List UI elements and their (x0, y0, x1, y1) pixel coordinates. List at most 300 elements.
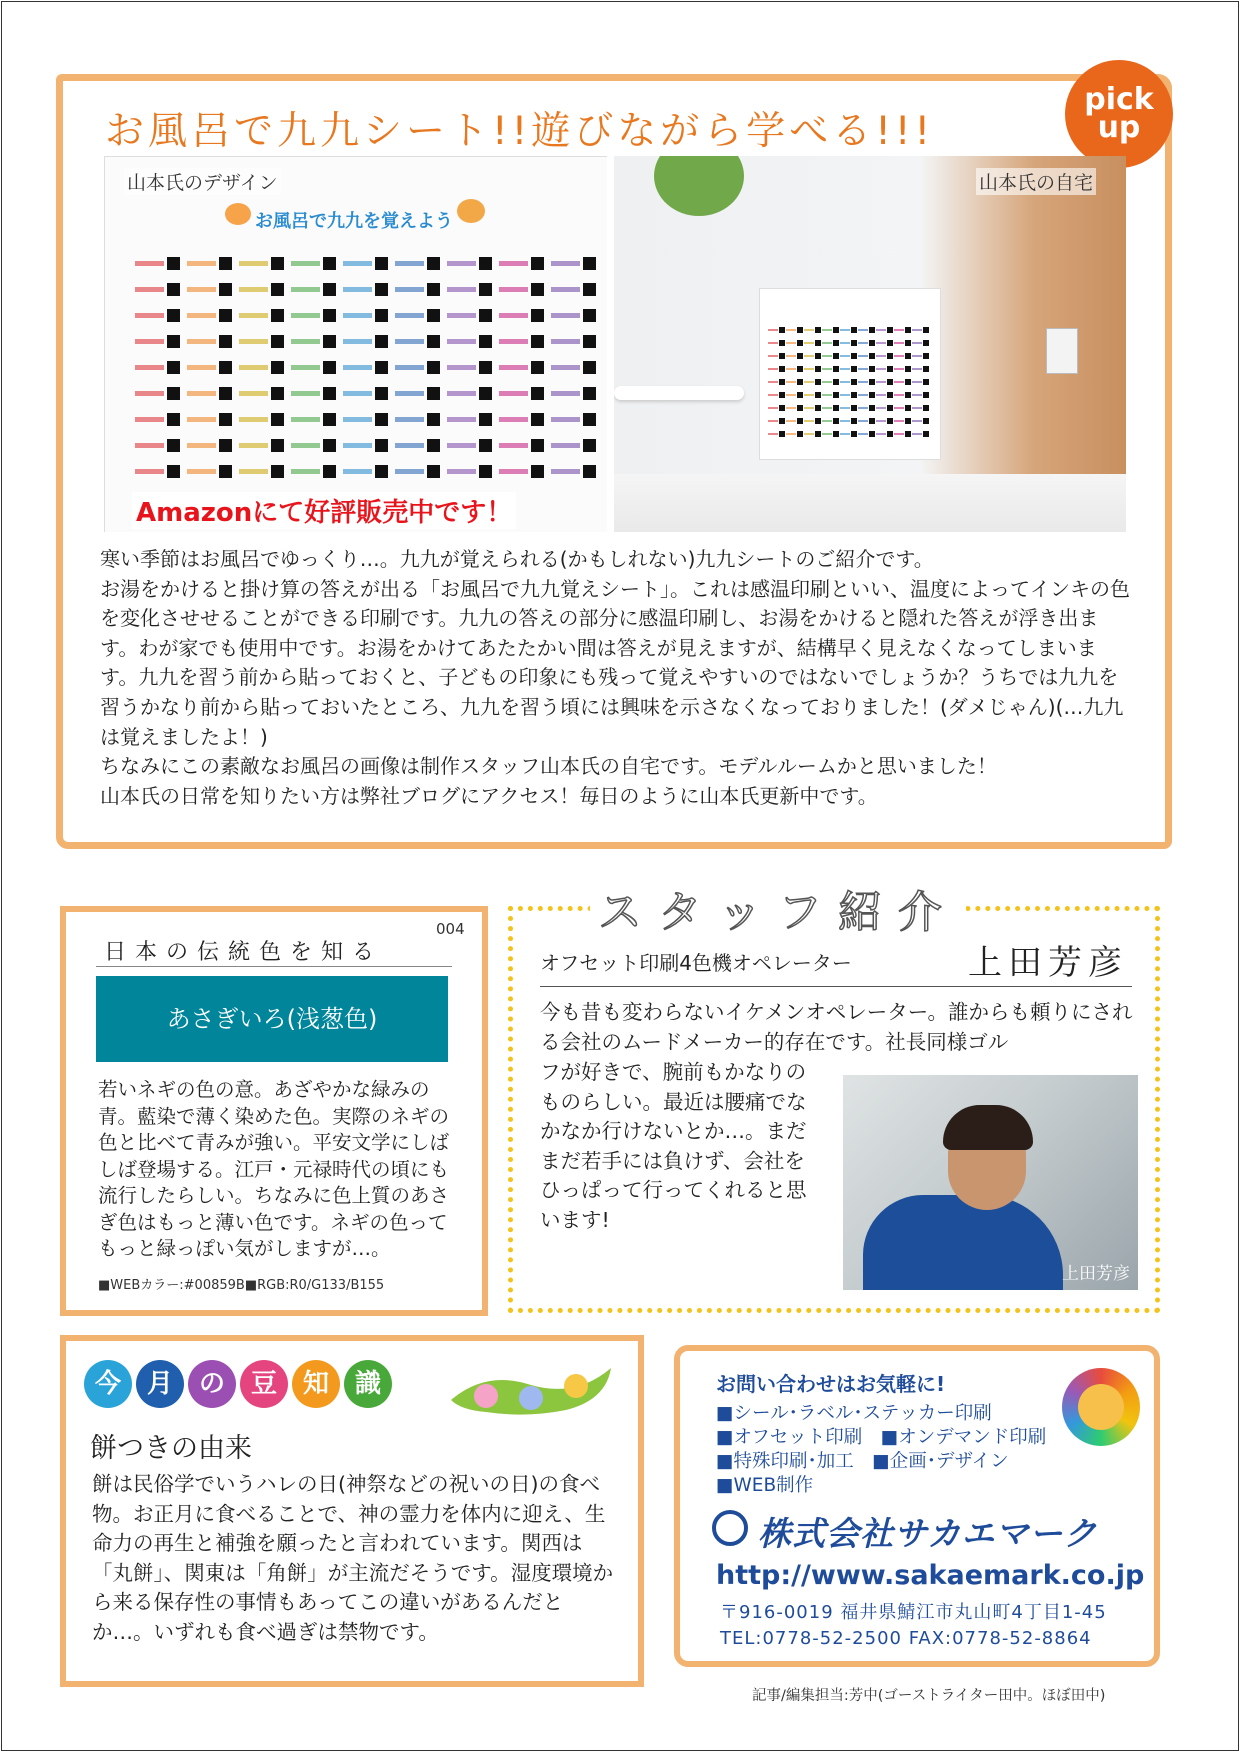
answer-box (779, 392, 785, 398)
answer-box (887, 392, 893, 398)
equation-stripe (858, 407, 868, 409)
answer-box (815, 379, 821, 385)
answer-box (797, 327, 803, 333)
equation-stripe (804, 394, 814, 396)
equation-stripe (187, 261, 216, 266)
staff-role: オフセット印刷4色機オペレーター (540, 951, 852, 975)
home-kuku-sheet (759, 288, 941, 460)
company-logo-icon (712, 1510, 748, 1546)
answer-box (869, 392, 875, 398)
answer-box (583, 361, 596, 374)
equation-stripe (894, 381, 904, 383)
answer-box (375, 439, 388, 452)
service-item: ■WEB制作 (716, 1475, 814, 1496)
answer-box (167, 283, 180, 296)
equation-stripe (822, 433, 832, 435)
answer-box (779, 405, 785, 411)
editor-credit: 記事/編集担当:芳中(ゴーストライター田中。ほぼ田中) (752, 1688, 1106, 1704)
answer-box (923, 366, 929, 372)
answer-box (219, 257, 232, 270)
service-item: ■シール･ラベル･ステッカー印刷 (716, 1403, 992, 1424)
equation-stripe (894, 342, 904, 344)
answer-box (531, 283, 544, 296)
answer-box (323, 465, 336, 478)
answer-box (167, 257, 180, 270)
equation-stripe (239, 469, 268, 474)
equation-stripe (804, 381, 814, 383)
answer-box (167, 413, 180, 426)
answer-box (833, 418, 839, 424)
answer-box (815, 327, 821, 333)
equation-stripe (804, 355, 814, 357)
answer-box (427, 439, 440, 452)
answer-box (271, 335, 284, 348)
equation-stripe (804, 420, 814, 422)
feature-paragraph: 山本氏の日常を知りたい方は弊社ブログにアクセス！毎日のように山本氏更新中です。 (100, 783, 878, 808)
equation-stripe (894, 420, 904, 422)
staff-heading: スタッフ紹介 (590, 876, 966, 940)
answer-box (479, 283, 492, 296)
equation-stripe (551, 287, 580, 292)
answer-box (323, 283, 336, 296)
equation-stripe (876, 342, 886, 344)
service-item: ■特殊印刷･加工 ■企画･デザイン (716, 1451, 1009, 1472)
equation-stripe (840, 420, 850, 422)
answer-box (923, 405, 929, 411)
answer-box (323, 387, 336, 400)
answer-box (905, 366, 911, 372)
answer-box (583, 335, 596, 348)
cat-icon (457, 199, 485, 223)
answer-box (531, 413, 544, 426)
equation-stripe (135, 443, 164, 448)
equation-stripe (187, 469, 216, 474)
equation-stripe (876, 355, 886, 357)
equation-stripe (840, 407, 850, 409)
answer-box (479, 413, 492, 426)
equation-stripe (858, 342, 868, 344)
answer-box (869, 379, 875, 385)
color-body (98, 1077, 458, 1263)
answer-box (833, 405, 839, 411)
answer-box (583, 257, 596, 270)
equation-stripe (786, 407, 796, 409)
answer-box (851, 366, 857, 372)
answer-box (323, 439, 336, 452)
answer-box (531, 361, 544, 374)
equation-stripe (447, 339, 476, 344)
answer-box (851, 353, 857, 359)
equation-stripe (187, 365, 216, 370)
equation-stripe (343, 469, 372, 474)
answer-box (219, 439, 232, 452)
equation-stripe (768, 342, 778, 344)
equation-stripe (395, 339, 424, 344)
equation-stripe (343, 443, 372, 448)
equation-stripe (291, 443, 320, 448)
company-url[interactable]: http://www.sakaemark.co.jp (716, 1560, 1145, 1591)
answer-box (833, 353, 839, 359)
equation-stripe (551, 443, 580, 448)
answer-box (323, 361, 336, 374)
equation-stripe (499, 365, 528, 370)
answer-box (271, 257, 284, 270)
answer-box (583, 283, 596, 296)
equation-stripe (447, 443, 476, 448)
equation-stripe (858, 368, 868, 370)
answer-box (427, 335, 440, 348)
answer-box (797, 353, 803, 359)
answer-box (923, 418, 929, 424)
equation-stripe (876, 407, 886, 409)
equation-stripe (447, 417, 476, 422)
answer-box (779, 418, 785, 424)
equation-stripe (187, 443, 216, 448)
answer-box (167, 309, 180, 322)
answer-box (833, 340, 839, 346)
equation-stripe (499, 261, 528, 266)
equation-stripe (894, 368, 904, 370)
answer-box (905, 405, 911, 411)
equation-stripe (239, 365, 268, 370)
answer-box (427, 257, 440, 270)
equation-stripe (551, 417, 580, 422)
photo-left-caption: 山本氏のデザイン (124, 168, 281, 195)
equation-stripe (768, 329, 778, 331)
equation-stripe (239, 443, 268, 448)
equation-stripe (447, 261, 476, 266)
answer-box (375, 465, 388, 478)
staff-intro (540, 998, 1140, 1057)
answer-box (869, 353, 875, 359)
equation-stripe (395, 391, 424, 396)
equation-stripe (239, 339, 268, 344)
answer-box (779, 366, 785, 372)
answer-box (905, 327, 911, 333)
answer-box (923, 340, 929, 346)
equation-stripe (447, 469, 476, 474)
answer-box (851, 405, 857, 411)
equation-stripe (187, 339, 216, 344)
answer-box (851, 431, 857, 437)
equation-stripe (822, 407, 832, 409)
equation-stripe (858, 394, 868, 396)
answer-box (815, 340, 821, 346)
color-swatch: あさぎいろ(浅葱色) (96, 976, 448, 1062)
contact-heading: お問い合わせはお気軽に! (716, 1372, 946, 1396)
answer-box (923, 379, 929, 385)
answer-box (479, 439, 492, 452)
equation-stripe (343, 261, 372, 266)
answer-box (851, 327, 857, 333)
answer-box (271, 309, 284, 322)
answer-box (271, 361, 284, 374)
equation-stripe (822, 355, 832, 357)
equation-stripe (876, 368, 886, 370)
equation-stripe (804, 329, 814, 331)
staff-text-wrap: フが好きで、腕前もかなりのものらしい。最近は腰痛でなかなか行けないとか…。まだまだ若手には負けず、会社をひっぱって行ってくれると思います! (540, 1060, 807, 1232)
answer-box (167, 465, 180, 478)
equation-stripe (894, 433, 904, 435)
answer-box (375, 361, 388, 374)
badge-char: 豆 (240, 1360, 288, 1408)
equation-stripe (291, 365, 320, 370)
answer-box (779, 431, 785, 437)
staff-shirt (863, 1195, 1063, 1290)
bathtub (614, 474, 1126, 532)
answer-box (427, 309, 440, 322)
equation-stripe (551, 339, 580, 344)
answer-box (375, 257, 388, 270)
equation-stripe (858, 420, 868, 422)
plant-leaves (654, 156, 744, 216)
equation-stripe (135, 391, 164, 396)
answer-box (479, 309, 492, 322)
equation-stripe (840, 381, 850, 383)
equation-stripe (858, 355, 868, 357)
equation-stripe (187, 391, 216, 396)
equation-stripe (291, 287, 320, 292)
equation-stripe (768, 420, 778, 422)
equation-stripe (187, 287, 216, 292)
equation-stripe (499, 469, 528, 474)
answer-box (905, 392, 911, 398)
pickup-line2: up (1097, 110, 1141, 145)
equation-stripe (291, 469, 320, 474)
equation-stripe (239, 261, 268, 266)
divider (96, 966, 452, 967)
answer-box (167, 387, 180, 400)
equation-stripe (876, 381, 886, 383)
equation-stripe (343, 287, 372, 292)
answer-box (219, 387, 232, 400)
equation-stripe (912, 329, 922, 331)
answer-box (479, 257, 492, 270)
equation-stripe (343, 365, 372, 370)
badge-char: 識 (344, 1360, 392, 1408)
answer-box (219, 465, 232, 478)
home-photo (614, 156, 1126, 532)
equation-stripe (395, 313, 424, 318)
answer-box (479, 387, 492, 400)
equation-stripe (395, 287, 424, 292)
staff-text-full: 今も昔も変わらないイケメンオペレーター。誰からも頼りにされる会社のムードメーカー的存在です。社長同様ゴル (540, 1000, 1133, 1054)
equation-stripe (840, 342, 850, 344)
answer-box (833, 379, 839, 385)
equation-stripe (447, 391, 476, 396)
answer-box (815, 366, 821, 372)
answer-box (815, 353, 821, 359)
equation-stripe (343, 417, 372, 422)
equation-stripe (768, 368, 778, 370)
equation-stripe (804, 433, 814, 435)
equation-stripe (135, 261, 164, 266)
equation-stripe (876, 394, 886, 396)
color-codes: ■WEBカラー:#00859B■RGB:R0/G133/B155 (98, 1278, 385, 1293)
answer-box (869, 366, 875, 372)
equation-stripe (876, 420, 886, 422)
answer-box (887, 340, 893, 346)
trivia-body (92, 1470, 622, 1647)
answer-box (271, 465, 284, 478)
divider (540, 986, 1132, 987)
equation-stripe (395, 443, 424, 448)
equation-stripe (551, 391, 580, 396)
equation-stripe (912, 407, 922, 409)
equation-stripe (135, 339, 164, 344)
answer-box (271, 387, 284, 400)
equation-stripe (876, 433, 886, 435)
equation-stripe (447, 313, 476, 318)
answer-box (905, 379, 911, 385)
answer-box (905, 340, 911, 346)
equation-stripe (822, 329, 832, 331)
equation-stripe (858, 381, 868, 383)
equation-stripe (551, 469, 580, 474)
equation-stripe (135, 287, 164, 292)
equation-stripe (239, 417, 268, 422)
equation-stripe (239, 287, 268, 292)
equation-stripe (912, 342, 922, 344)
equation-stripe (768, 381, 778, 383)
equation-stripe (786, 368, 796, 370)
answer-box (779, 327, 785, 333)
sheet-title: お風呂で九九を覚えよう (255, 211, 453, 232)
answer-box (531, 335, 544, 348)
equation-stripe (804, 407, 814, 409)
equation-stripe (840, 368, 850, 370)
answer-box (905, 418, 911, 424)
dog-icon (225, 203, 251, 225)
equation-stripe (912, 394, 922, 396)
answer-box (583, 465, 596, 478)
equation-stripe (840, 433, 850, 435)
answer-box (531, 465, 544, 478)
equation-stripe (858, 433, 868, 435)
equation-stripe (135, 469, 164, 474)
answer-box (271, 413, 284, 426)
equation-stripe (786, 342, 796, 344)
answer-box (869, 418, 875, 424)
answer-box (815, 392, 821, 398)
equation-stripe (291, 417, 320, 422)
company-name: 株式会社サカエマーク (758, 1514, 1098, 1553)
feature-title: お風呂で九九シート!!遊びながら学べる!!! (105, 109, 935, 154)
answer-box (375, 309, 388, 322)
answer-box (923, 431, 929, 437)
equation-stripe (822, 342, 832, 344)
equation-stripe (499, 443, 528, 448)
answer-box (833, 431, 839, 437)
bean-pod-icon (446, 1360, 616, 1418)
equation-stripe (786, 329, 796, 331)
equation-stripe (822, 394, 832, 396)
equation-stripe (135, 417, 164, 422)
service-item: ■オフセット印刷 ■オンデマンド印刷 (716, 1427, 1047, 1448)
answer-box (923, 327, 929, 333)
answer-box (531, 257, 544, 270)
answer-box (851, 418, 857, 424)
answer-box (375, 283, 388, 296)
answer-box (479, 465, 492, 478)
staff-hair (943, 1105, 1033, 1150)
equation-stripe (822, 368, 832, 370)
equation-stripe (912, 368, 922, 370)
equation-stripe (786, 433, 796, 435)
equation-stripe (894, 355, 904, 357)
equation-stripe (187, 313, 216, 318)
equation-stripe (499, 417, 528, 422)
equation-stripe (343, 339, 372, 344)
answer-box (797, 366, 803, 372)
answer-box (219, 361, 232, 374)
equation-stripe (912, 381, 922, 383)
handrail (614, 386, 744, 400)
design-photo (104, 156, 607, 532)
answer-box (815, 418, 821, 424)
equation-stripe (291, 339, 320, 344)
pickup-line1: pick (1084, 82, 1154, 117)
answer-box (427, 465, 440, 478)
equation-stripe (395, 417, 424, 422)
equation-stripe (786, 355, 796, 357)
answer-box (779, 379, 785, 385)
equation-stripe (499, 313, 528, 318)
trivia-title: 餅つきの由来 (90, 1433, 252, 1464)
answer-box (271, 439, 284, 452)
answer-box (219, 413, 232, 426)
badge-char: 今 (84, 1360, 132, 1408)
equation-stripe (840, 394, 850, 396)
answer-box (887, 366, 893, 372)
answer-box (851, 392, 857, 398)
equation-stripe (343, 391, 372, 396)
answer-box (427, 283, 440, 296)
badge-char: の (188, 1360, 236, 1408)
equation-stripe (768, 407, 778, 409)
answer-box (851, 379, 857, 385)
equation-stripe (768, 433, 778, 435)
answer-box (923, 353, 929, 359)
equation-stripe (395, 365, 424, 370)
answer-box (905, 431, 911, 437)
equation-stripe (768, 355, 778, 357)
phone-line: TEL:0778-52-2500 FAX:0778-52-8864 (720, 1628, 1092, 1649)
equation-stripe (858, 329, 868, 331)
answer-box (531, 439, 544, 452)
answer-box (219, 335, 232, 348)
equation-stripe (822, 381, 832, 383)
equation-stripe (499, 391, 528, 396)
answer-box (167, 439, 180, 452)
feature-paragraph: ちなみにこの素敵なお風呂の画像は制作スタッフ山本氏の自宅です。モデルルームかと思いました！ (100, 754, 997, 779)
answer-box (797, 340, 803, 346)
equation-stripe (894, 407, 904, 409)
answer-box (583, 309, 596, 322)
equation-stripe (786, 394, 796, 396)
feature-body (100, 545, 1134, 811)
equation-stripe (551, 261, 580, 266)
answer-box (887, 327, 893, 333)
equation-stripe (135, 313, 164, 318)
answer-box (833, 327, 839, 333)
equation-stripe (876, 329, 886, 331)
address-line: 〒916-0019 福井県鯖江市丸山町4丁目1-45 (720, 1602, 1107, 1623)
answer-box (869, 327, 875, 333)
equation-stripe (343, 313, 372, 318)
equation-stripe (840, 329, 850, 331)
color-heading: 日本の伝統色を知る (104, 940, 384, 965)
